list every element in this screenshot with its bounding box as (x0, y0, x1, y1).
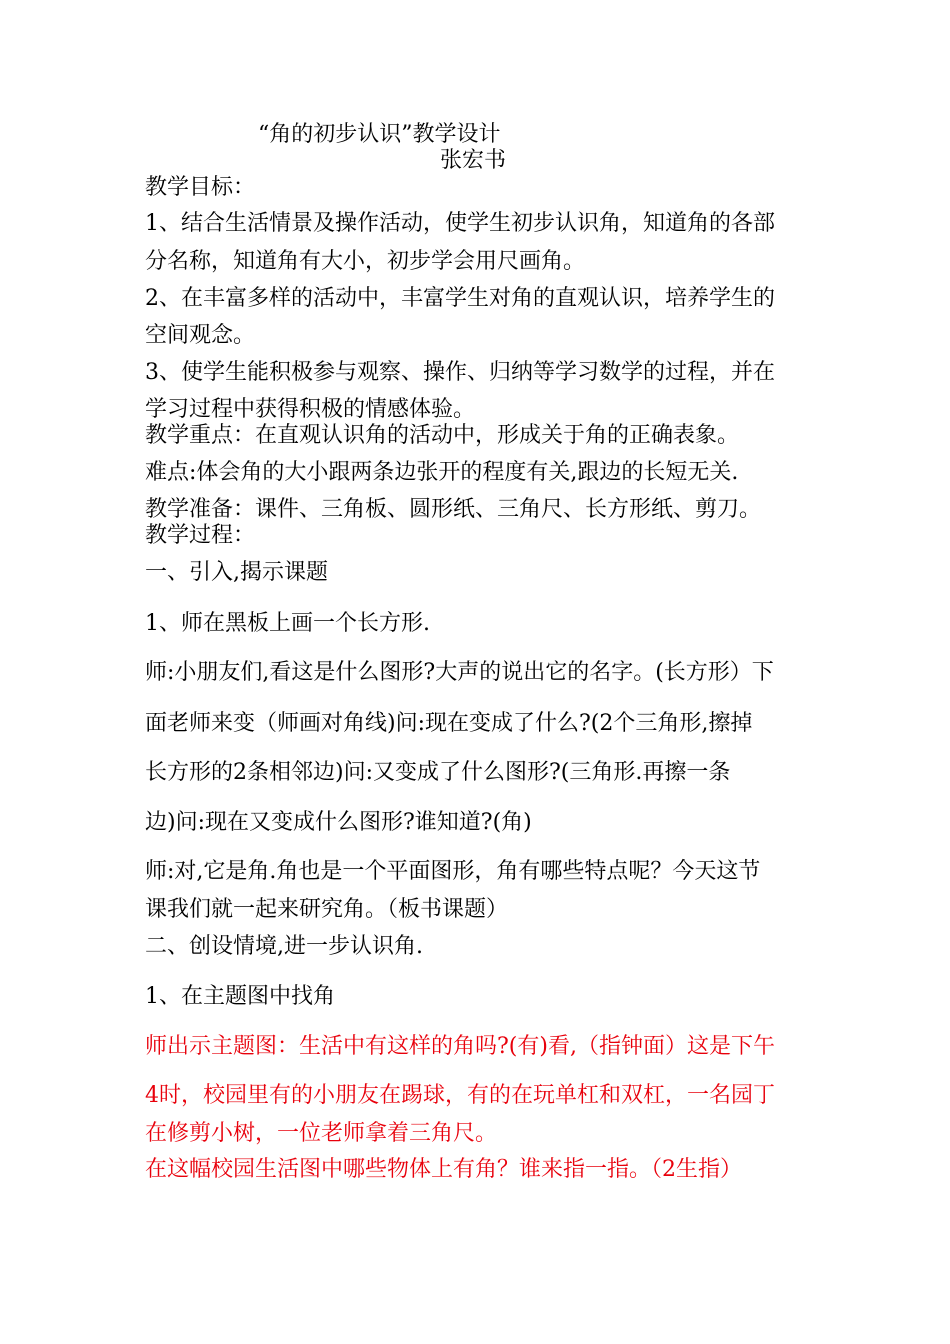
heading-difficulty: 难点:体会角的大小跟两条边张开的程度有关,跟边的长短无关. (145, 460, 739, 485)
text-line: 3、使学生能积极参与观察、操作、归纳等学习数学的过程，并在 (145, 360, 775, 385)
document-title: “角的初步认识”教学设计 (258, 122, 501, 147)
text-line: 2、在丰富多样的活动中，丰富学生对角的直观认识，培养学生的 (145, 286, 775, 311)
text-line: 师:对,它是角.角也是一个平面图形，角有哪些特点呢？今天这节 (145, 859, 761, 884)
text-line: 师:小朋友们,看这是什么图形?大声的说出它的名字。(长方形）下 (145, 660, 774, 685)
text-line: 空间观念。 (145, 323, 256, 348)
text-line: 分名称，知道角有大小，初步学会用尺画角。 (145, 249, 586, 274)
heading-objectives: 教学目标： (145, 175, 256, 200)
highlighted-line: 师出示主题图：生活中有这样的角吗?(有)看,（指钟面）这是下午 (145, 1034, 775, 1059)
heading-preparation: 教学准备：课件、三角板、圆形纸、三角尺、长方形纸、剪刀。 (145, 497, 762, 522)
section-heading: 二、创设情境,进一步认识角. (145, 934, 423, 959)
text-line: 学习过程中获得积极的情感体验。 (145, 397, 476, 422)
document-author: 张宏书 (440, 148, 507, 173)
heading-key-point: 教学重点：在直观认识角的活动中，形成关于角的正确表象。 (145, 423, 740, 448)
text-line: 课我们就一起来研究角。（板书课题） (145, 897, 509, 922)
section-heading: 一、引入,揭示课题 (145, 560, 328, 585)
text-line: 1、师在黑板上画一个长方形. (145, 611, 430, 636)
text-line: 面老师来变（师画对角线)问:现在变成了什么?(2个三角形,擦掉 (145, 711, 753, 736)
highlighted-line: 4时，校园里有的小朋友在踢球，有的在玩单杠和双杠，一名园丁 (145, 1083, 775, 1108)
text-line: 长方形的2条相邻边)问:又变成了什么图形?(三角形.再擦一条 (145, 760, 731, 785)
heading-process: 教学过程： (145, 523, 256, 548)
highlighted-line: 在这幅校园生活图中哪些物体上有角？谁来指一指。（2生指） (145, 1157, 742, 1182)
text-line: 1、在主题图中找角 (145, 984, 335, 1009)
text-line: 边)问:现在又变成什么图形?谁知道?(角) (145, 810, 532, 835)
text-line: 1、结合生活情景及操作活动，使学生初步认识角，知道角的各部 (145, 211, 775, 236)
highlighted-line: 在修剪小树，一位老师拿着三角尺。 (145, 1121, 498, 1146)
